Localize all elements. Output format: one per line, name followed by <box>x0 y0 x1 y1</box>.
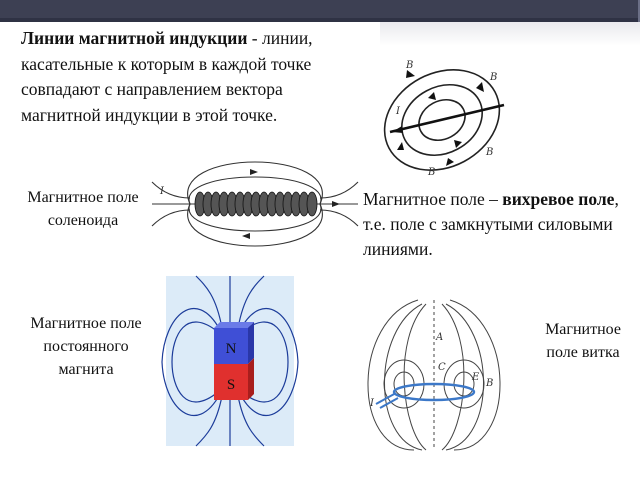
solenoid-current-label: I <box>160 186 164 197</box>
solenoid-figure <box>150 158 360 250</box>
wire-b-label: B <box>428 167 436 178</box>
magnet-north-label: N <box>225 341 237 357</box>
header-shadow <box>380 22 640 46</box>
vortex-caption: Магнитное поле – вихревое поле, т.е. поле с замкнутыми силовыми линиями. <box>363 189 619 259</box>
wire-field-figure <box>362 50 512 182</box>
loop-current-label: I <box>370 398 374 409</box>
loop-caption: Магнитное поле витка <box>545 321 621 361</box>
wire-b-label: B <box>406 60 414 71</box>
definition-body: - линии, касательные к которым в каждой точке совпадают с направлением вектора магнитной индукции в этой точке. <box>21 28 313 125</box>
definition-text <box>21 26 341 128</box>
magnet-field-figure <box>166 276 294 446</box>
wire-b-label: B <box>486 147 494 158</box>
loop-field-figure <box>362 300 532 450</box>
magnet-south-label: S <box>226 377 236 393</box>
loop-point-label: E <box>472 372 480 383</box>
magnet-caption: Магнитное поле постоянного магнита <box>30 315 142 378</box>
definition-term: Линии магнитной индукции <box>21 28 248 48</box>
loop-point-label: B <box>486 378 494 389</box>
loop-point-label: A <box>436 332 444 343</box>
wire-current-label: I <box>396 106 400 117</box>
wire-b-label: B <box>490 72 498 83</box>
solenoid-caption: Магнитное поле соленоида <box>27 189 139 229</box>
header-bar <box>0 0 640 22</box>
loop-point-label: C <box>438 362 446 373</box>
